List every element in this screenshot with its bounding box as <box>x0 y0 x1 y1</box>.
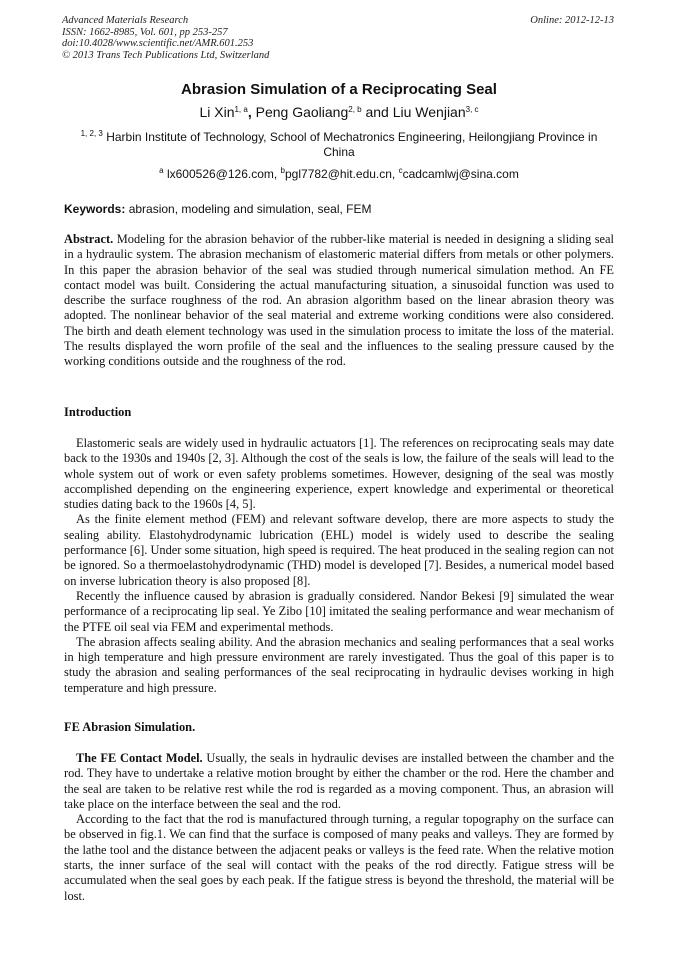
author-emails <box>0 167 678 181</box>
intro-paragraph-3: Recently the influence caused by abrasion is gradually considered. Nandor Bekesi [9] simulated the wear performance of a reciprocating lip seal. Ye Zibo [10] imitated the sealing performance and wear mechanism of the PTFE oil seal via FEM and experimental methods. <box>64 588 614 634</box>
email-c: cadcamlwj@sina.com <box>402 167 519 181</box>
abstract-label: Abstract. <box>64 232 114 246</box>
fe-heading: FE Abrasion Simulation. <box>64 720 196 734</box>
author-1: Li Xin <box>199 104 235 120</box>
author-3: Liu Wenjian <box>392 104 466 120</box>
journal-doi: doi:10.4028/www.scientific.net/AMR.601.253 <box>62 38 254 50</box>
email-c-sup: c <box>398 166 403 175</box>
author-2-affil: 2, b <box>348 105 362 114</box>
keywords <box>64 202 614 216</box>
keywords-label: Keywords: <box>64 202 126 216</box>
email-b: pgl7782@hit.edu.cn, <box>285 167 399 181</box>
author-2: Peng Gaoliang <box>251 104 349 120</box>
fe-paragraph-1: Usually, the seals in hydraulic devises are installed between the chamber and the rod. They have to undertake a relative motion brought by either the chamber or the rod. Here the chamber and the seal are taken to be relative rest while the rod is regarded as a moving component. Thus, an abrasion will take place on the interface between the seal and the rod. <box>64 751 614 811</box>
fe-paragraph-2: According to the fact that the rod is manufactured through turning, a regular topography on the surface can be observed in fig.1. We can find that the surface is composed of many peaks and valleys. They are formed by the lathe tool and the distance between the adjacent peaks or valleys is the feed rate. When the relative motion starts, the inner surface of the seal will contact with the peaks of the rod directly. Fatigue stress will be accumulated when the seal goes by each peak. If the fatigue stress is beyond the threshold, the material will be lost. <box>64 812 614 903</box>
email-a: lx600526@126.com, <box>163 167 281 181</box>
author-list <box>0 104 678 120</box>
email-a-sup: a <box>159 166 164 175</box>
journal-header <box>62 15 269 61</box>
affiliation-sup: 1, 2, 3 <box>80 129 103 138</box>
intro-paragraph-2: As the finite element method (FEM) and relevant software develop, there are more aspects to study the sealing ability. Elastohydrodynamic lubrication (EHL) model is widely used to describe the sealing performance [6]. Under some situation, high speed is required. The heat produced in the sealing region can not be ignored. So a thermoelastohydrodynamic (THD) model is developed [7]. Besides, a numerical model based on inverse lubrication theory is also proposed [8]. <box>64 512 614 588</box>
abstract-text: Modeling for the abrasion behavior of the rubber-like material is needed in designing a sliding seal in a hydraulic system. The abrasion mechanism of elastomeric material differs from metals or other polymers. In this paper the abrasion behavior of the seal was studied through numerical simulation method. An FE contact model was built. Considering the actual manufacturing situation, a sinusoidal function was used to describe the surface roughness of the rod. An abrasion algorithm based on the linear abrasion theory was adopted. The nonlinear behavior of the seal material and extreme working conditions were also considered. The birth and death element technology was used in the simulation process to imitate the loss of the material. The results displayed the worn profile of the seal and the influences to the sealing pressure caused by the working conditions outside and the roughness of the rod. <box>64 232 614 369</box>
journal-name: Advanced Materials Research <box>62 15 189 26</box>
paper-title: Abrasion Simulation of a Reciprocating Seal <box>181 81 497 98</box>
introduction-body <box>64 436 614 696</box>
author-3-affil: 3, c <box>465 105 479 114</box>
journal-issn: ISSN: 1662-8985, Vol. 601, pp 253-257 <box>62 26 228 38</box>
affiliation-text: Harbin Institute of Technology, School of Mechatronics Engineering, Heilongjiang Province in China <box>102 130 598 159</box>
fe-contact-model-label: The FE Contact Model. <box>76 751 203 765</box>
online-date: Online: 2012-12-13 <box>530 15 614 26</box>
journal-copyright: © 2013 Trans Tech Publications Ltd, Switzerland <box>62 49 270 61</box>
author-separator: , <box>247 104 252 120</box>
introduction-heading: Introduction <box>64 405 132 419</box>
keywords-text: abrasion, modeling and simulation, seal, FEM <box>125 202 372 216</box>
intro-paragraph-1: Elastomeric seals are widely used in hydraulic actuators [1]. The references on reciprocating seals may date back to the 1930s and 1940s [2, 3]. Although the cost of the seals is low, the failure of the seals will lead to the whole system out of work or even safety problems sometimes. However, designing of the seal was mostly accomplished depending on the engineering experience, expert knowledge and experimental or theoretical studies dating back to the 1960s [4, 5]. <box>64 436 614 512</box>
fe-body <box>64 751 614 904</box>
author-1-affil: 1, a <box>234 105 248 114</box>
email-b-sup: b <box>280 166 285 175</box>
intro-paragraph-4: The abrasion affects sealing ability. And the abrasion mechanics and sealing performances that a seal works in high temperature and high pressure environment are rarely investigated. Thus the goal of this paper is to study the abrasion and sealing performances of the seal reciprocating in hydraulic devises working in high temperature and high pressure. <box>64 634 614 695</box>
affiliation <box>64 130 614 160</box>
author-and: and <box>361 104 393 120</box>
abstract <box>64 232 614 370</box>
